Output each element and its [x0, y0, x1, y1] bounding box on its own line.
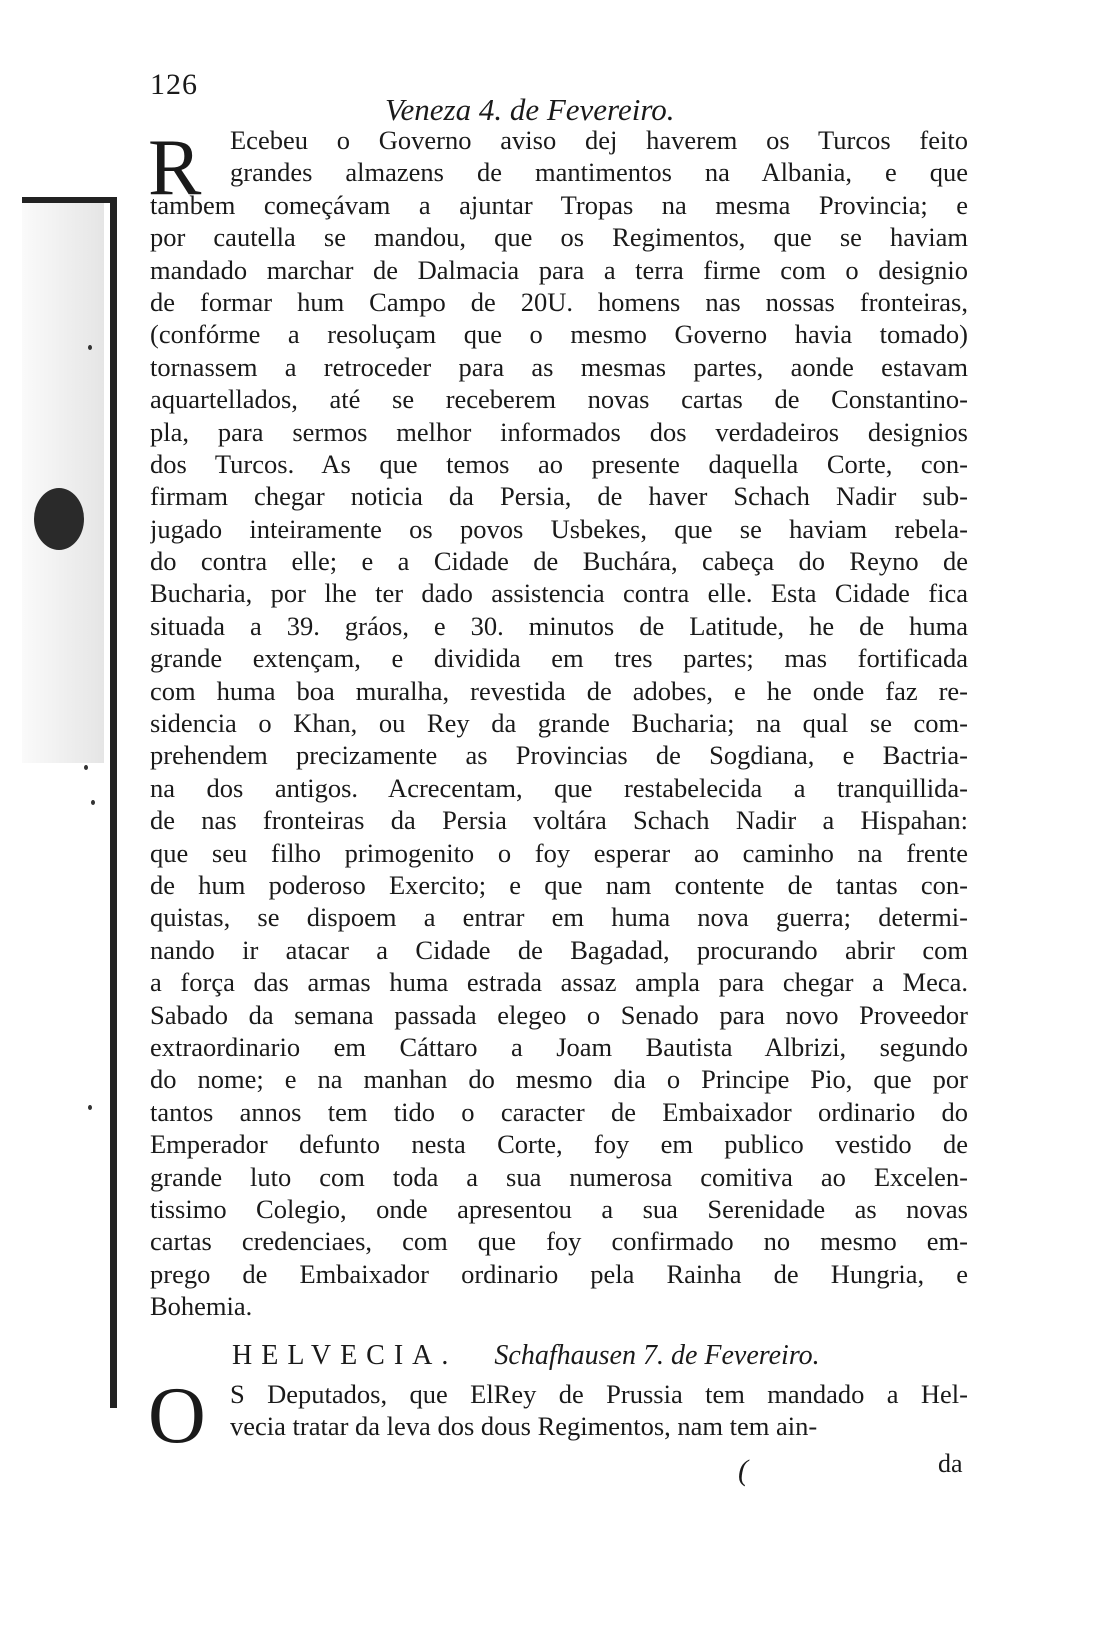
- text-line: Sabado da semana passada elegeo o Senado para novo Proveedor: [150, 999, 968, 1030]
- ink-speck: [88, 1105, 92, 1110]
- page-number: 126: [150, 68, 198, 101]
- text-line: do contra elle; e a Cidade de Buchára, cabeça do Reyno de: [150, 546, 968, 577]
- text-line: Bohemia.: [150, 1291, 253, 1322]
- section-title: HELVECIA.: [232, 1340, 458, 1371]
- catchword: da: [938, 1449, 963, 1478]
- text-line: que seu filho primogenito o foy esperar ao caminho na frente: [150, 837, 968, 868]
- scan-margin-bracket: [22, 197, 117, 1408]
- section-heading: [232, 1340, 820, 1372]
- article-paragraph: [150, 124, 968, 1322]
- ink-speck: [91, 800, 95, 805]
- text-line: sidencia o Khan, ou Rey da grande Bucharia; na qual se com-: [150, 708, 968, 739]
- text-line: Emperador defunto nesta Corte, foy em publico vestido de: [150, 1129, 968, 1160]
- margin-mark: (: [738, 1454, 748, 1487]
- text-line: com huma boa muralha, revestida de adobes, e he onde faz re-: [150, 675, 968, 706]
- text-line: mandado marchar de Dalmacia para a terra firme com o designio: [150, 254, 968, 285]
- text-line: do nome; e na manhan do mesmo dia o Principe Pio, que por: [150, 1064, 968, 1095]
- text-line: Bucharia, por lhe ter dado assistencia contra elle. Esta Cidade fica: [150, 578, 968, 609]
- text-line: a força das armas huma estrada assaz ampla para chegar a Meca.: [150, 967, 968, 998]
- text-line: dos Turcos. As que temos ao presente daquella Corte, con-: [150, 448, 968, 479]
- text-line: nando ir atacar a Cidade de Bagadad, procurando abrir com: [150, 934, 968, 965]
- text-line: vecia tratar da leva dos dous Regimentos, nam tem ain-: [230, 1411, 818, 1442]
- text-line: de formar hum Campo de 20U. homens nas nossas fronteiras,: [150, 286, 968, 317]
- text-line: grandes almazens de mantimentos na Albania, e que: [230, 157, 968, 188]
- text-line: grande extençam, e dividida em tres partes; mas fortificada: [150, 643, 968, 674]
- drop-cap: R: [148, 124, 202, 212]
- text-line: aquartellados, até se receberem novas cartas de Constantino-: [150, 384, 968, 415]
- article-paragraph: [150, 1378, 968, 1443]
- text-line: tambem começávam a ajuntar Tropas na mesma Provincia; e: [150, 189, 968, 220]
- text-line: na dos antigos. Acrecentam, que restabelecida a tranquillida-: [150, 772, 968, 803]
- section-dateline: Schafhausen 7. de Fevereiro.: [494, 1340, 820, 1371]
- text-line: tantos annos tem tido o caracter de Embaixador ordinario do: [150, 1096, 968, 1127]
- text-line: quistas, se dispoem a entrar em huma nova guerra; determi-: [150, 902, 968, 933]
- text-line: tornassem a retroceder para as mesmas partes, aonde estavam: [150, 351, 968, 382]
- text-line: (confórme a resoluçam que o mesmo Governo havia tomado): [150, 319, 968, 350]
- text-line: firmam chegar noticia da Persia, de haver Schach Nadir sub-: [150, 481, 968, 512]
- text-line: S Deputados, que ElRey de Prussia tem mandado a Hel-: [230, 1379, 968, 1409]
- text-line: Ecebeu o Governo aviso dej haverem os Turcos feito: [230, 125, 968, 155]
- text-line: jugado inteiramente os povos Usbekes, que se haviam rebela-: [150, 513, 968, 544]
- text-line: situada a 39. gráos, e 30. minutos de Latitude, he de huma: [150, 610, 968, 641]
- ink-speck: [88, 345, 92, 350]
- dateline: Veneza 4. de Fevereiro.: [385, 92, 675, 127]
- text-line: cartas credenciaes, com que foy confirmado no mesmo em-: [150, 1226, 968, 1257]
- drop-cap: O: [148, 1372, 206, 1460]
- ink-speck: [84, 765, 88, 770]
- text-line: por cautella se mandou, que os Regimentos, que se haviam: [150, 222, 968, 253]
- text-line: tissimo Colegio, onde apresentou a sua Serenidade as novas: [150, 1193, 968, 1224]
- text-line: prehendem precizamente as Provincias de Sogdiana, e Bactria-: [150, 740, 968, 771]
- text-line: de nas fronteiras da Persia voltára Schach Nadir a Hispahan:: [150, 805, 968, 836]
- text-line: extraordinario em Cáttaro a Joam Bautista Albrizi, segundo: [150, 1031, 968, 1062]
- text-line: grande luto com toda a sua numerosa comitiva ao Excelen-: [150, 1161, 968, 1192]
- text-line: prego de Embaixador ordinario pela Rainha de Hungria, e: [150, 1258, 968, 1289]
- text-line: pla, para sermos melhor informados dos verdadeiros designios: [150, 416, 968, 447]
- ink-blot: [34, 488, 84, 550]
- text-line: de hum poderoso Exercito; e que nam contente de tantas con-: [150, 869, 968, 900]
